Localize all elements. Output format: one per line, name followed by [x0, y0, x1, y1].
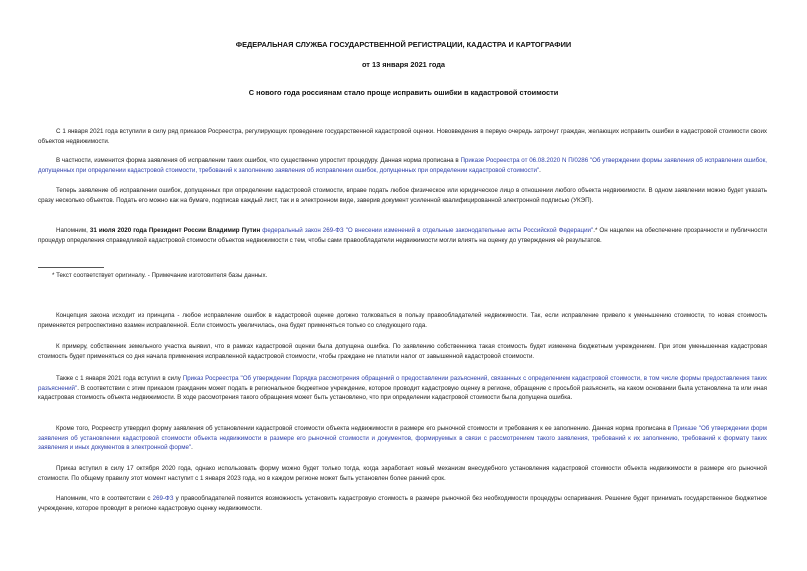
- paragraph-5-text: Концепция закона исходит из принципа - любое исправление ошибок в кадастровой оценке должно толковаться в пользу правообладателей недвижимости. Так, если исправление привело к уменьшению стоимости, то новая стоимость применяется ретроспективно взамен исправленной. Если стоимость увеличилась, она будет применяться только со следующего года.: [38, 312, 767, 329]
- paragraph-4-text-b: .* Он нацелен на обеспечение прозрачности и публичности процедур определения справедливой кадастровой стоимости объектов недвижимости с тем, чтобы сами правообладатели недвижимости могли влиять на оценку до утверждения её результатов.: [38, 227, 767, 244]
- order-p0286-link[interactable]: Приказе Росреестра от 06.08.2020 N П/0286 "Об утверждении формы заявления об исправлении ошибок, допущенных при определении кадастровой стоимости, требований к заполнению заявления об исправлении ошибок, допущенных при определении кадастровой стоимости": [38, 157, 767, 174]
- footnote: * Текст соответствует оригиналу. - Примечание изготовителя базы данных.: [52, 272, 268, 279]
- paragraph-9: [38, 464, 767, 483]
- paragraph-1: [38, 127, 767, 146]
- clarifications-order-link[interactable]: Приказ Росреестра "Об утверждении Порядка рассмотрения обращений о предоставлении разъяснений, связанных с определением кадастровой стоимости, в том числе формы предоставления таких разъяснений": [38, 375, 767, 392]
- paragraph-3: [38, 186, 767, 205]
- article-title: С нового года россиянам стало проще исправить ошибки в кадастровой стоимости: [248, 88, 559, 97]
- paragraph-2: [38, 156, 767, 175]
- paragraph-2-text-a: В частности, изменится форма заявления об исправлении таких ошибок, что существенно упростит процедуру. Данная норма прописана в: [56, 157, 461, 164]
- paragraph-4-text-a: Напомним,: [56, 227, 90, 234]
- law-269fz-short-link[interactable]: 269-ФЗ: [152, 495, 174, 502]
- paragraph-9-text: Приказ вступил в силу 17 октября 2020 года, однако использовать форму можно будет только тогда, когда заработает новый механизм внесудебного установления кадастровой стоимости объекта недвижимости в размере его рыночной стоимости. По общему правилу этот момент наступит с 1 января 2023 года, но в каждом регионе может быть установлен более ранний срок.: [38, 465, 767, 482]
- paragraph-1-text: С 1 января 2021 года вступили в силу ряд приказов Росреестра, регулирующих проведение государственной кадастровой оценки. Нововведения в первую очередь затронут граждан, желающих исправить ошибки в кадастровой стоимости своих объектов недвижимости.: [38, 128, 767, 145]
- paragraph-8: [38, 424, 767, 453]
- paragraph-10-text-b: у правообладателей появится возможность установить кадастровую стоимость в размере рыночной без необходимости процедуры оспаривания. Решение будет принимать государственное бюджетное учреждение, которое проводит в регионе кадастровую оценку недвижимости.: [38, 495, 767, 512]
- agency-heading: ФЕДЕРАЛЬНАЯ СЛУЖБА ГОСУДАРСТВЕННОЙ РЕГИСТРАЦИИ, КАДАСТРА И КАРТОГРАФИИ: [235, 40, 572, 49]
- paragraph-2-text-b: .: [539, 166, 541, 174]
- paragraph-4-bold: 31 июля 2020 года Президент России Владимир Путин: [89, 227, 261, 234]
- paragraph-7-text-a: Также с 1 января 2021 года вступил в силу: [56, 375, 183, 382]
- law-269fz-link[interactable]: федеральный закон 269-ФЗ "О внесении изменений в отдельные законодательные акты Российской Федерации": [262, 227, 594, 234]
- paragraph-8-text-b: .: [191, 444, 193, 452]
- paragraph-8-text-a: Кроме того, Росреестр утвердил форму заявления об установлении кадастровой стоимости объекта недвижимости в размере его рыночной стоимости и требования к ее заполнению. Данная норма прописана в: [56, 425, 674, 432]
- footnote-divider: [38, 267, 104, 268]
- document-date: от 13 января 2021 года: [361, 60, 446, 69]
- paragraph-7: [38, 374, 767, 403]
- paragraph-6-text: К примеру, собственник земельного участка выявил, что в рамках кадастровой оценки была допущена ошибка. По заявлению собственника такая стоимость будет изменена бюджетным учреждением. При этом уменьшенная кадастровая стоимость будет применяться со дня начала применения исправленной кадастровой стоимости, чтобы граждане не платили налог от завышенной кадастровой стоимости.: [38, 343, 767, 360]
- paragraph-4: [38, 226, 767, 245]
- paragraph-10: [38, 494, 767, 513]
- paragraph-6: [38, 342, 767, 361]
- paragraph-10-text-a: Напомним, что в соответствии с: [56, 495, 153, 502]
- paragraph-5: [38, 311, 767, 330]
- paragraph-7-text-b: . В соответствии с этим приказом гражданин может подать в региональное бюджетное учреждение, которое проводит кадастровую оценку в регионе, обращение с просьбой разъяснить, на каком основании была установлена та или иная кадастровая стоимость объекта недвижимости. В ходе рассмотрения такого обращения может быть установлено, что при определении кадастровой стоимости была допущена ошибка.: [38, 384, 767, 402]
- market-value-order-link[interactable]: Приказе "Об утверждении форм заявления об установлении кадастровой стоимости объекта недвижимости в размере его рыночной стоимости и документов, формируемых в связи с рассмотрением такого заявления, требований к их заполнению, требований к формату таких заявления и иных документов в электронной форме": [38, 425, 767, 452]
- paragraph-3-text: Теперь заявление об исправлении ошибок, допущенных при определении кадастровой стоимости, вправе подать любое физическое или юридическое лицо в отношении любого объекта недвижимости. В одном заявлении можно будет указать сразу несколько объектов. Подать его можно как на бумаге, подписав каждый лист, так и в электронном виде, заверив документ усиленной квалифицированной электронной подписью (УКЭП).: [38, 187, 767, 204]
